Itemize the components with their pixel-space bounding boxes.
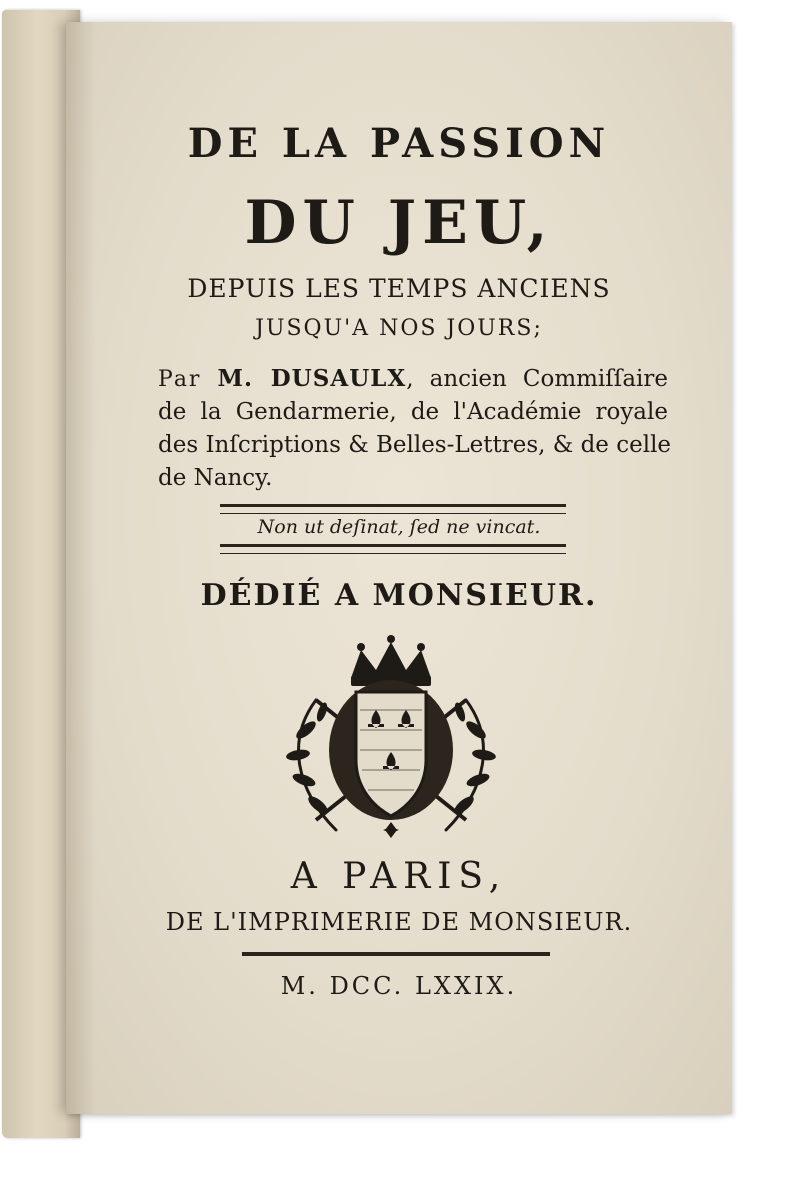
- motto: Non ut deſinat, ſed ne vincat.: [257, 516, 541, 538]
- author-line-4: de Nancy.: [158, 465, 273, 491]
- title-line-2: DU JEU,: [244, 188, 554, 258]
- double-rule-bottom: [220, 544, 566, 554]
- author-line-2: de la Gendarmerie, de l'Académie royale: [158, 399, 668, 425]
- author-line-3: des Inſcriptions & Belles-Lettres, & de celle: [158, 432, 672, 458]
- imprint-printer: DE L'IMPRIMERIE DE MONSIEUR.: [165, 908, 633, 936]
- double-rule-top: [220, 504, 566, 514]
- dedication: DÉDIÉ A MONSIEUR.: [200, 578, 598, 613]
- author-block: [158, 362, 672, 495]
- author-name: M. DUSAULX: [217, 365, 407, 392]
- subtitle-line-1: DEPUIS LES TEMPS ANCIENS: [187, 274, 611, 303]
- author-line-1: [158, 362, 668, 396]
- title-line-1: DE LA PASSION: [187, 120, 611, 167]
- imprint-date: M. DCC. LXXIX.: [280, 972, 518, 1000]
- title-page: [66, 22, 732, 1114]
- author-par: Par: [158, 367, 202, 392]
- subtitle-line-2: JUSQU'A NOS JOURS;: [255, 316, 543, 341]
- author-title: , ancien Commiſſaire: [406, 366, 668, 392]
- royal-arms-icon: [276, 630, 506, 850]
- imprint-rule: [242, 952, 550, 956]
- imprint-city: A PARIS,: [290, 856, 508, 897]
